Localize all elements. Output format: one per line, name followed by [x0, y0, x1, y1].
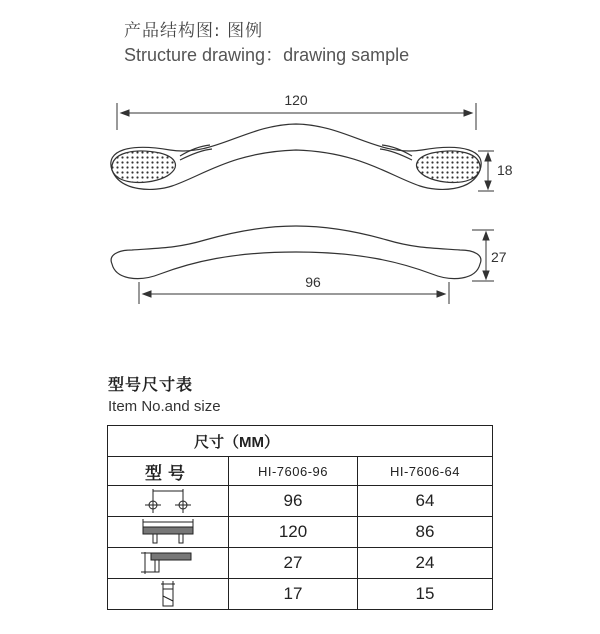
- title-english: Structure drawing：drawing sample: [124, 45, 410, 65]
- handle-side-view: [111, 226, 481, 279]
- length-label: 120: [284, 92, 308, 108]
- section-title-chinese: 型号尺寸表: [108, 375, 194, 394]
- table-row: [108, 486, 493, 517]
- value-cell: 27: [229, 548, 358, 579]
- width-icon: [108, 579, 229, 610]
- size-header: 尺寸（MM）: [108, 426, 493, 457]
- model-header: 型号: [108, 457, 229, 486]
- hole-distance-icon: [108, 486, 229, 517]
- value-cell: 17: [229, 579, 358, 610]
- table-header-model-row: [108, 457, 493, 486]
- handle-top-view: [111, 124, 481, 189]
- value-cell: 96: [229, 486, 358, 517]
- table-row: [108, 548, 493, 579]
- side-height-label: 27: [491, 249, 507, 265]
- model-name-96: HI-7606-96: [229, 457, 358, 486]
- value-cell: 24: [358, 548, 493, 579]
- table-row: [108, 517, 493, 548]
- table-row: [108, 579, 493, 610]
- value-cell: 15: [358, 579, 493, 610]
- dimension-hole-distance-96: [139, 282, 449, 304]
- table-header-size-row: [108, 426, 493, 457]
- value-cell: 120: [229, 517, 358, 548]
- size-table: [107, 425, 493, 610]
- dimension-height-18: [478, 151, 494, 191]
- section-title-english: Item No.and size: [108, 398, 221, 415]
- value-cell: 64: [358, 486, 493, 517]
- hole-distance-label: 96: [305, 274, 321, 290]
- value-cell: 86: [358, 517, 493, 548]
- height-icon: [108, 548, 229, 579]
- height-label: 18: [497, 162, 513, 178]
- title-chinese: 产品结构图: 图例: [124, 21, 264, 41]
- total-length-icon: [108, 517, 229, 548]
- model-name-64: HI-7606-64: [358, 457, 493, 486]
